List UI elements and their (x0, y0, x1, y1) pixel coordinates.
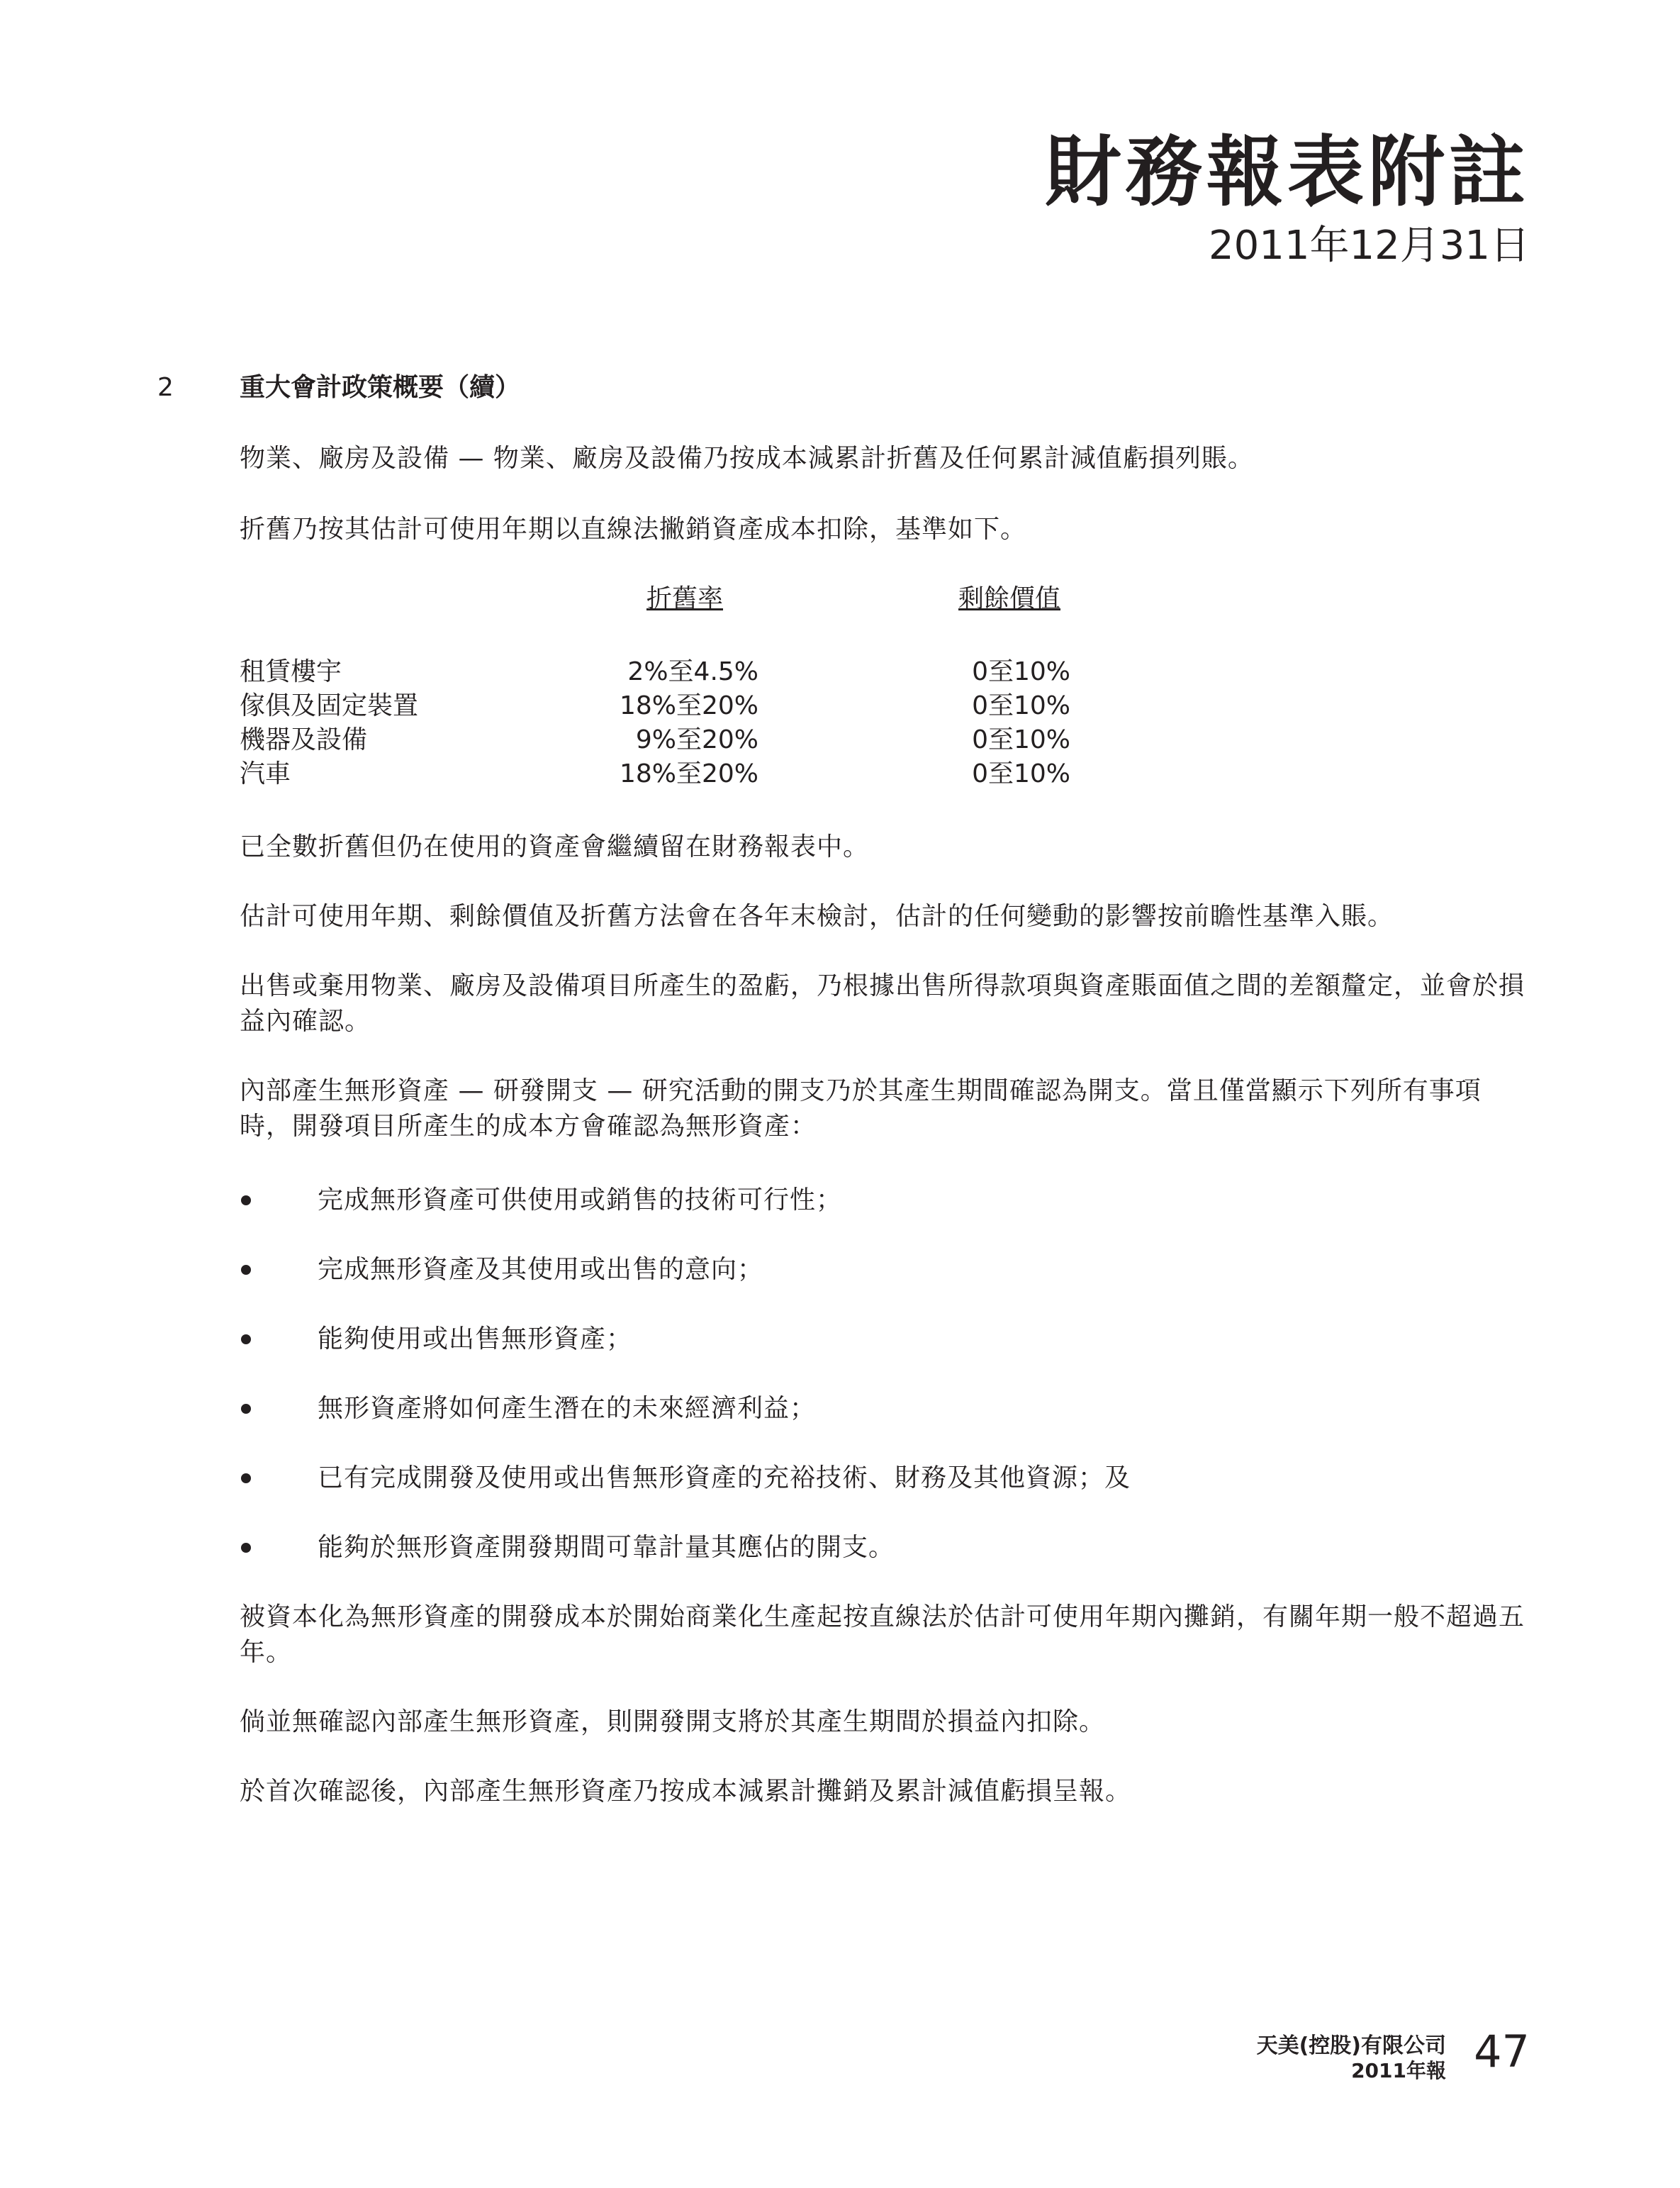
paragraph-depreciation-basis: 折舊乃按其估計可使用年期以直線法撇銷資產成本扣除，基準如下。 (240, 515, 1027, 544)
page-number: 47 (1474, 2026, 1530, 2077)
list-item: 能夠使用或出售無形資產； (318, 1324, 633, 1353)
table-row-residual: 0至10% (972, 759, 1070, 788)
paragraph-review: 估計可使用年期、剩餘價值及折舊方法會在各年末檢討，估計的任何變動的影響按前瞻性基準入賬。 (240, 902, 1394, 931)
bullet-dot-icon (241, 1404, 251, 1414)
footer-company: 天美(控股)有限公司 (1256, 2033, 1446, 2058)
table-row-rate: 2%至4.5% (627, 657, 758, 686)
bullet-dot-icon (241, 1543, 251, 1553)
paragraph-no-recognition: 倘並無確認內部產生無形資產，則開發開支將於其產生期間於損益內扣除。 (240, 1707, 1106, 1736)
report-date: 2011年12月31日 (1208, 223, 1530, 269)
footer-report: 2011年報 (1351, 2059, 1446, 2082)
table-row-residual: 0至10% (972, 691, 1070, 720)
bullet-dot-icon (241, 1334, 251, 1344)
paragraph-fully-depreciated: 已全數折舊但仍在使用的資產會繼續留在財務報表中。 (240, 832, 870, 861)
list-item: 能夠於無形資產開發期間可靠計量其應佔的開支。 (318, 1533, 895, 1562)
table-row-asset: 機器及設備 (240, 725, 368, 754)
table-row-asset: 傢俱及固定裝置 (240, 691, 419, 720)
paragraph-ppe: 物業、廠房及設備 — 物業、廠房及設備乃按成本減累計折舊及任何累計減值虧損列賬。 (240, 444, 1254, 473)
table-row-rate: 9%至20% (635, 725, 758, 754)
section-title: 重大會計政策概要（續） (240, 373, 521, 402)
list-item: 無形資產將如何產生潛在的未來經濟利益； (318, 1394, 817, 1423)
section-number: 2 (157, 373, 174, 402)
paragraph-disposal: 出售或棄用物業、廠房及設備項目所產生的盈虧，乃根據出售所得款項與資產賬面值之間的差額釐定，並會於損益內確認。 (240, 971, 1525, 1036)
paragraph-amortization: 被資本化為無形資產的開發成本於開始商業化生產起按直線法於估計可使用年期內攤銷，有關年期一般不超過五年。 (240, 1602, 1525, 1667)
page-title: 財務報表附註 (1044, 128, 1530, 217)
table-row-asset: 汽車 (240, 759, 291, 788)
bullet-dot-icon (241, 1195, 251, 1205)
paragraph-subsequent: 於首次確認後，內部產生無形資產乃按成本減累計攤銷及累計減值虧損呈報。 (240, 1777, 1132, 1806)
table-row-rate: 18%至20% (619, 759, 758, 788)
table-row-rate: 18%至20% (619, 691, 758, 720)
bullet-dot-icon (241, 1473, 251, 1483)
table-row-residual: 0至10% (972, 657, 1070, 686)
paragraph-intangible: 內部產生無形資產 — 研發開支 — 研究活動的開支乃於其產生期間確認為開支。當且僅當顯示下列所有事項時，開發項目所產生的成本方會確認為無形資產： (240, 1076, 1482, 1141)
list-item: 完成無形資產及其使用或出售的意向； (318, 1255, 764, 1284)
table-header-rate: 折舊率 (646, 584, 724, 613)
table-row-residual: 0至10% (972, 725, 1070, 754)
list-item: 已有完成開發及使用或出售無形資產的充裕技術、財務及其他資源；及 (318, 1463, 1131, 1492)
bullet-dot-icon (241, 1265, 251, 1275)
table-row-asset: 租賃樓宇 (240, 657, 342, 686)
list-item: 完成無形資產可供使用或銷售的技術可行性； (318, 1185, 843, 1215)
table-header-residual: 剩餘價值 (958, 584, 1061, 613)
